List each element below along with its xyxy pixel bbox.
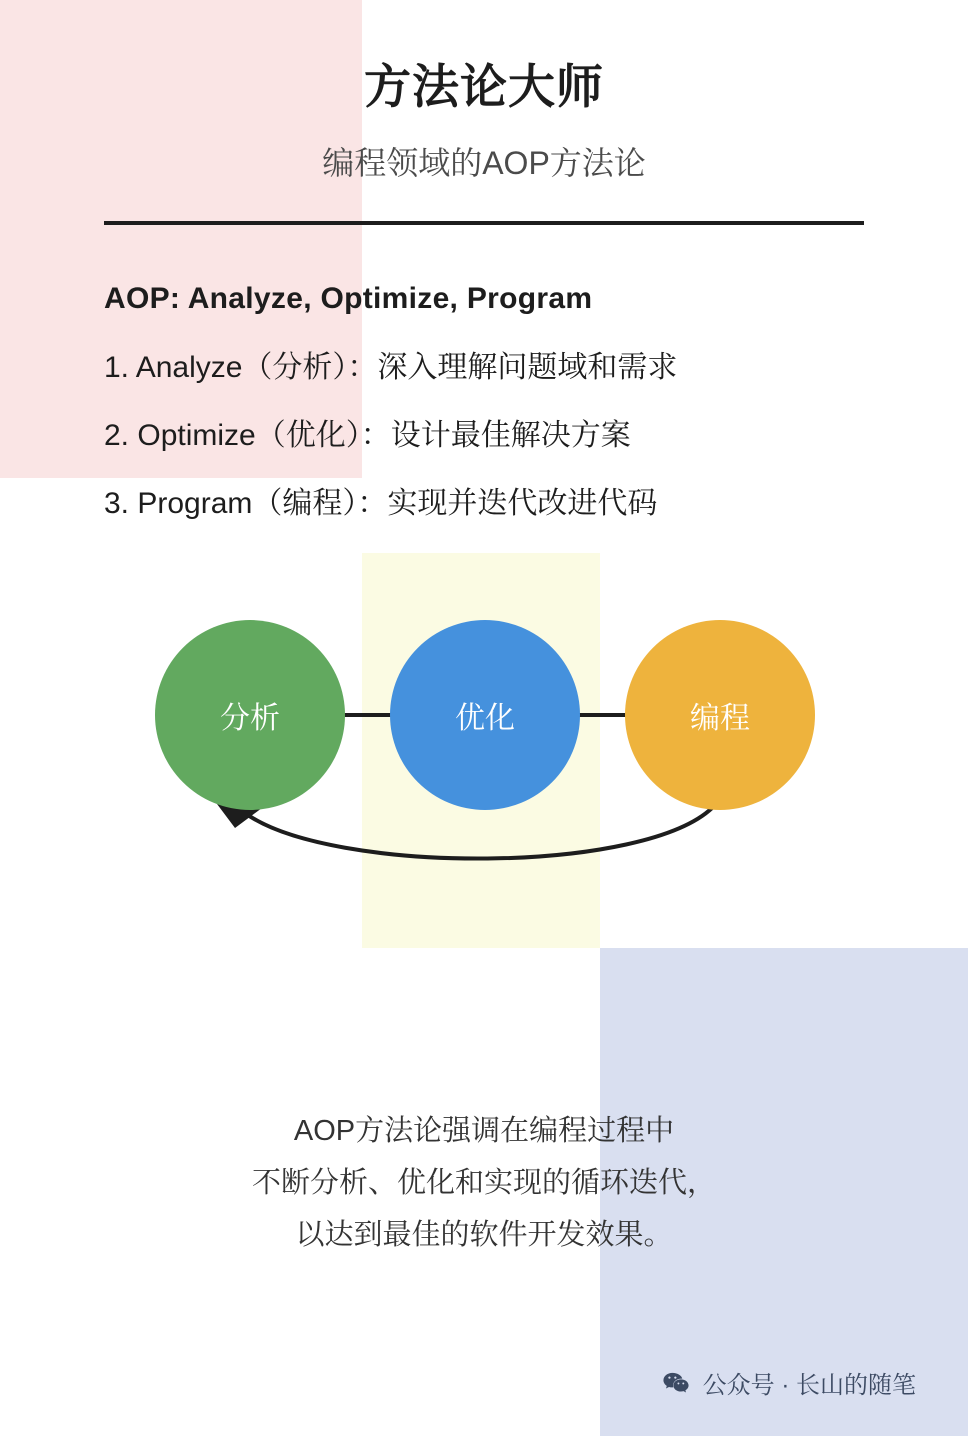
- list-item: 3. Program（编程）：实现并迭代改进代码: [104, 487, 658, 520]
- footnote: [0, 1105, 968, 1261]
- node-analyze: [155, 620, 345, 810]
- list-item: 1. Analyze（分析）：深入理解问题域和需求: [104, 351, 678, 384]
- page-title: 方法论大师: [364, 60, 604, 113]
- footnote-line: AOP方法论强调在编程过程中: [293, 1115, 675, 1147]
- header-divider: [104, 221, 864, 225]
- footnote-line: 不断分析、优化和实现的循环迭代，: [251, 1167, 716, 1199]
- node-program: [625, 620, 815, 810]
- node-analyze-label: 分析: [220, 702, 280, 735]
- connector-optimize-program: [575, 713, 631, 717]
- list-heading: AOP: Analyze, Optimize, Program: [104, 282, 593, 315]
- methodology-list: [104, 282, 904, 522]
- signature: [661, 1365, 916, 1400]
- connector-analyze-optimize: [340, 713, 396, 717]
- cycle-diagram: [0, 600, 968, 900]
- footnote-line: 以达到最佳的软件开发效果。: [295, 1219, 673, 1251]
- node-optimize: [390, 620, 580, 810]
- signature-text: 公众号 · 长山的随笔: [702, 1372, 916, 1399]
- list-item: 2. Optimize（优化）：设计最佳解决方案: [104, 419, 631, 452]
- wechat-icon: [661, 1368, 691, 1398]
- node-optimize-label: 优化: [455, 702, 515, 735]
- page-subtitle: 编程领域的AOP方法论: [322, 145, 646, 181]
- node-program-label: 编程: [690, 702, 750, 735]
